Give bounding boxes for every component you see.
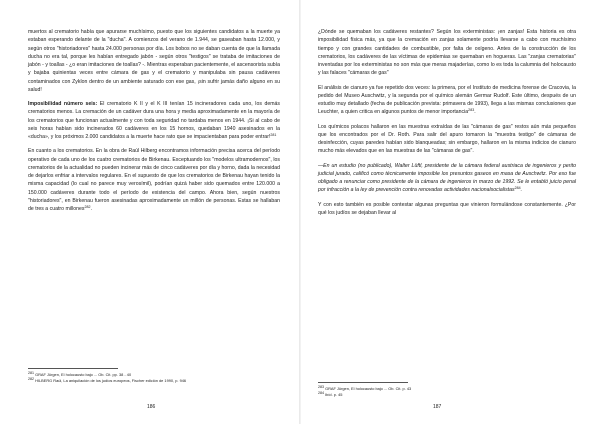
right-page	[300, 0, 600, 424]
text-run: El crematorio K II y el K III tenían 15 incineradores cada uno, los demás crematorios menos. La cremación de un cadáver dura una hora y media aproximadamente en la mayoría de los crematorios que funcionan actualmente y con toda seguridad no tardaba menos en 1944. ¡Si al cabo de seis horas habían sido incinerados 60 cadáveres en los 15 hornos, quedaban 1940 asesinados en la «ducha», y los próximos 2.000 candidatos a la muerte hace rato que se impacientaban para poder entrar!	[28, 101, 280, 140]
footnote-text: GRAF Jürgen, El holocausto bajo ... Ob. Cit. p. 43	[325, 386, 412, 391]
text-run: ¿Dónde se quemaban los cadáveres restantes? Según los exterministas: ¡en zanjas! Esta historia es otra imposibilidad física más, ya que la cremación en zanjas solamente podría llevarse a cabo con muchísimo tiempo y con grandes cantidades de combustible, por falta de oxígeno. Antes de la construcción de los crematorios, los cadáveres de las víctimas de epidemias se quemaban en hogueras. Las "zanjas crematorias" inventadas por los exterministas no son más que meras majaderías, como lo es toda la calumnia del holocausto y las falaces "cámaras de gas"	[318, 29, 576, 77]
page-number: 186	[147, 404, 156, 410]
paragraph	[28, 28, 280, 94]
footnote	[318, 392, 576, 398]
text-run: muertos al crematorio había que apurarse muchísimo, puesto que los siguientes candidatos a la muerte ya estaban esperando delante de la "ducha". A comienzos del verano de 1.944, se gaseaban hasta 12.000, y según otros "historiadores" hasta 24.000 personas por día. Los bobos no se daban cuenta de que la llamada ducha no era tal, porque les habían entregado jabón - según otros "testigos" se trataba de imitaciones de jabón - y toallas - ¿o eran imitaciones de toallas? -. Mientras esperaban pacientemente, el ascensorista subía y bajaba quinientas veces entre cámara de gas y el crematorio y manipulaba sin pausa cadáveres contaminados con Zyklon dentro de un ambiente saturado con ese gas, ¡sin sufrir jamás daño alguno en su salud!	[28, 29, 280, 93]
text-run: .	[90, 206, 93, 212]
footnote-number: 283	[318, 385, 324, 389]
left-footnotes	[28, 368, 280, 383]
text-run: El análisis de cianuro ya fue repetido dos veces: la primera, por el Instituto de medicina forense de Cracovia, la pedido del Museo Auschwitz, y la segunda por el químico alemán Germar Rudolf. Este último, después de un estudio muy detallado (fecha de publicación prevista: primavera de 1993), llega a las mismas conclusiones que Leuchter, a quien critica en algunos puntos de menor importancia	[318, 84, 576, 116]
footnote-number: 284	[318, 390, 324, 395]
text-run: En cuanto a los crematorios. En la obra de Raúl Hilberg encontramos información precisa acerca del período operativo de cada uno de los cuatro crematorios de Birkenau. Exceptuando los "modelos ultramodernos", los crematorios de la actualidad no pueden incinerar más de cinco cadáveres por día y horno, dada la necesidad de dejarlos enfriar a intervalos regulares. En el supuesto de que los crematorios de Birkenau hayan tenido la misma capacidad (lo cual no parece muy verosímil), podrían quizá haber sido quemados entre 120.000 a 150.000 cadáveres durante todo el período de existencia del campo. Ahora bien, según nuestros "historiadores", en Birkenau fueron asesinadas aproximadamente un millón de personas. Estas se hallaban de tres a cuatro millones	[28, 148, 280, 212]
footnote-ref: 283	[468, 108, 475, 113]
left-page-body	[28, 28, 280, 213]
right-footnotes	[318, 382, 576, 397]
footnote-text: Ibíd. p. 45	[325, 391, 343, 397]
footnote-ref: 282	[84, 205, 91, 209]
paragraph	[318, 123, 576, 156]
footnote-rule	[28, 368, 118, 369]
text-run: Imposibilidad número seis:	[28, 101, 98, 107]
paragraph	[318, 162, 576, 195]
paragraph	[318, 28, 576, 78]
footnote	[28, 378, 280, 384]
footnote-ref: 284	[514, 186, 521, 191]
footnote-rule	[318, 382, 408, 383]
text-run: Los químicos polacos hallaron en las muestras extraídas de las "cámaras de gas" restos aún más pequeños que los encontrados por el Dr. Roth. Para salir del apuro tomaron la "muestra testigo" de cámaras de desinfección, cuyas paredes habían sido blanqueadas; sin embargo, hallaron en la misma indicios de cianuro mucho más elevados que en las muestras de las "cámaras de gas".	[318, 123, 576, 155]
text-run: —En un estudio (no publicado), Walter Lüftl, presidente de la cámara federal austriaca de ingenieros y perito judicial jurado, calificó como técnicamente imposible los presuntos gaseos en masa de Auschwitz. Por eso fue obligado a renunciar como presidente de la cámara de ingenieros in marzo de 1992. Se le entabló juicio penal por infracción a la ley de prevención contra renovadas actividades nacionalsocialistas	[318, 162, 576, 194]
paragraph	[28, 147, 280, 213]
footnote-ref: 281	[270, 133, 277, 137]
paragraph	[28, 100, 280, 141]
footnote-text: HILBERG Raúl, La aniquilación de los judíos europeos, Fischer edición de 1990, p. 946	[35, 377, 187, 383]
text-run: .	[474, 109, 476, 116]
text-run: Y con esto también es posible contestar algunas preguntas que vinieron formulándose constantemente. ¿Por qué los judíos se dejaban llevar al	[318, 201, 576, 216]
footnote-number: 282	[28, 376, 34, 381]
footnote-number: 281	[28, 371, 34, 375]
page-number: 187	[433, 404, 442, 410]
right-page-body	[318, 28, 576, 217]
footnote-text: GRAF Jürgen, El holocausto bajo ... Ob. Cit. pp. 38 - 40	[35, 372, 132, 377]
paragraph	[318, 201, 576, 218]
paragraph	[318, 84, 576, 117]
text-run: .	[520, 187, 523, 194]
